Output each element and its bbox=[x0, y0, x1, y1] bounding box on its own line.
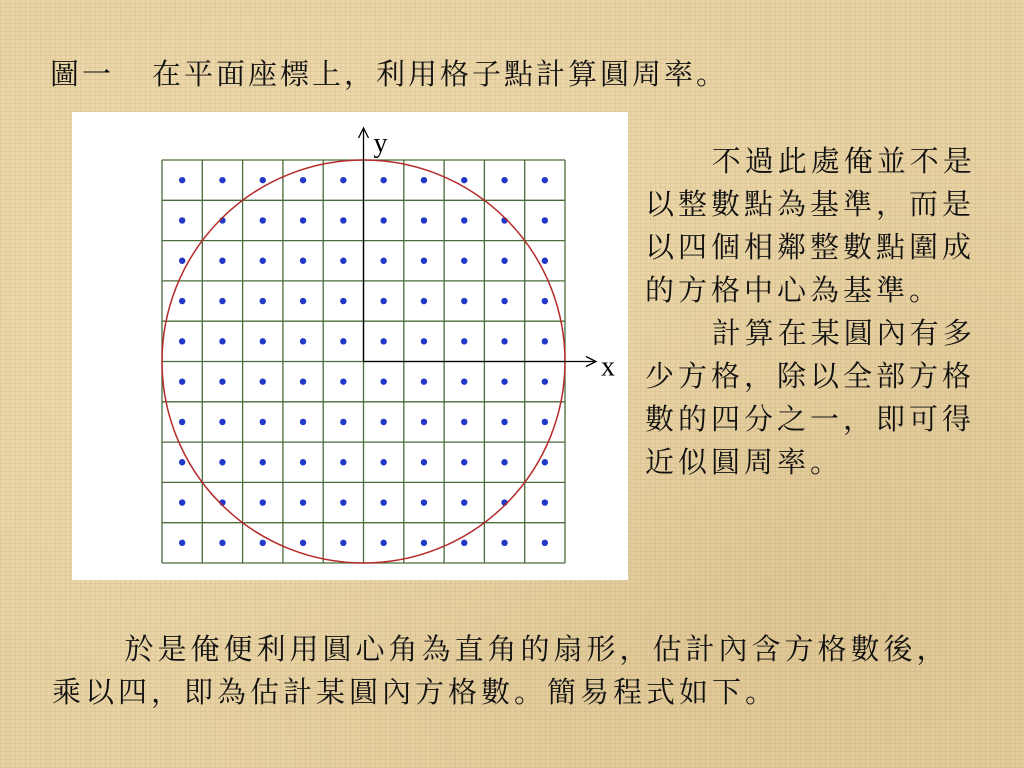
grid-dot bbox=[340, 217, 346, 223]
grid-dot bbox=[300, 419, 306, 425]
grid-dot bbox=[219, 298, 225, 304]
grid-dot bbox=[179, 378, 185, 384]
grid-dot bbox=[260, 298, 266, 304]
grid-dot bbox=[461, 217, 467, 223]
grid-dot bbox=[461, 177, 467, 183]
grid-dot bbox=[501, 540, 507, 546]
grid-dot bbox=[219, 459, 225, 465]
grid-dot bbox=[300, 459, 306, 465]
grid-dot bbox=[300, 258, 306, 264]
grid-dot bbox=[542, 499, 548, 505]
grid-dot bbox=[542, 419, 548, 425]
grid-dot bbox=[260, 177, 266, 183]
side-paragraph-2: 計算在某圓內有多少方格，除以全部方格數的四分之一，即可得近似圓周率。 bbox=[645, 316, 976, 479]
bottom-explanation bbox=[52, 628, 982, 714]
grid-dot bbox=[380, 419, 386, 425]
grid-dot bbox=[340, 419, 346, 425]
grid-dot bbox=[219, 540, 225, 546]
grid-dot bbox=[179, 258, 185, 264]
grid-dot bbox=[380, 177, 386, 183]
grid-dot bbox=[421, 258, 427, 264]
grid-dot bbox=[421, 499, 427, 505]
grid-dot bbox=[461, 298, 467, 304]
grid-dot bbox=[300, 499, 306, 505]
grid-dot bbox=[461, 499, 467, 505]
grid-dot bbox=[461, 419, 467, 425]
grid-dot bbox=[542, 338, 548, 344]
grid-dot bbox=[421, 177, 427, 183]
grid-dot bbox=[260, 459, 266, 465]
grid-dot bbox=[542, 298, 548, 304]
grid-dot bbox=[501, 419, 507, 425]
grid-dot bbox=[380, 338, 386, 344]
grid-dot bbox=[421, 419, 427, 425]
grid-dot bbox=[219, 177, 225, 183]
figure-label: 圖一 bbox=[50, 57, 115, 91]
grid-dot bbox=[219, 419, 225, 425]
figure-caption: 在平面座標上，利用格子點計算圓周率。 bbox=[152, 57, 729, 91]
grid-dot bbox=[300, 298, 306, 304]
grid-circle-diagram bbox=[72, 112, 628, 580]
grid-dot bbox=[179, 338, 185, 344]
grid-dot bbox=[421, 217, 427, 223]
grid-dot bbox=[380, 258, 386, 264]
grid-dot bbox=[421, 338, 427, 344]
grid-dot bbox=[340, 459, 346, 465]
slide-title bbox=[50, 52, 728, 93]
grid-dot bbox=[179, 540, 185, 546]
grid-dot bbox=[260, 378, 266, 384]
side-paragraph-1: 不過此處俺並不是以整數點為基準，而是以四個相鄰整數點圍成的方格中心為基準。 bbox=[645, 144, 976, 307]
grid-dot bbox=[380, 540, 386, 546]
grid-dot bbox=[421, 459, 427, 465]
grid-dot bbox=[501, 459, 507, 465]
grid-dot bbox=[219, 338, 225, 344]
grid-dot bbox=[501, 258, 507, 264]
grid-dot bbox=[380, 217, 386, 223]
grid-dot bbox=[461, 338, 467, 344]
side-explanation bbox=[645, 140, 980, 484]
grid-dot bbox=[179, 177, 185, 183]
grid-dot bbox=[179, 459, 185, 465]
grid-dot bbox=[260, 540, 266, 546]
grid-dot bbox=[501, 177, 507, 183]
grid-dot bbox=[380, 459, 386, 465]
grid-dot bbox=[340, 298, 346, 304]
grid-dot bbox=[461, 540, 467, 546]
grid-dot bbox=[380, 298, 386, 304]
grid-dot bbox=[260, 258, 266, 264]
grid-dot bbox=[461, 459, 467, 465]
grid-dot bbox=[340, 177, 346, 183]
bottom-paragraph: 於是俺便利用圓心角為直角的扇形，估計內含方格數後，乘以四，即為估計某圓內方格數。簡易程式如下。 bbox=[52, 632, 950, 709]
grid-dot bbox=[179, 499, 185, 505]
grid-dot bbox=[421, 540, 427, 546]
grid-dot bbox=[260, 499, 266, 505]
grid-dot bbox=[380, 499, 386, 505]
grid-dot bbox=[300, 217, 306, 223]
grid-dot bbox=[542, 378, 548, 384]
grid-dot bbox=[380, 378, 386, 384]
grid-dot bbox=[461, 378, 467, 384]
x-axis-label: x bbox=[601, 351, 615, 383]
grid-dot bbox=[260, 217, 266, 223]
grid-dot bbox=[260, 338, 266, 344]
grid-dot bbox=[219, 378, 225, 384]
grid-dot bbox=[542, 217, 548, 223]
grid-dot bbox=[179, 217, 185, 223]
y-axis-label: y bbox=[373, 128, 388, 159]
grid-dot bbox=[542, 177, 548, 183]
grid-dot bbox=[542, 459, 548, 465]
grid-dot bbox=[260, 419, 266, 425]
grid-dot bbox=[300, 338, 306, 344]
grid-dot bbox=[340, 258, 346, 264]
grid-dot bbox=[501, 298, 507, 304]
grid-dot bbox=[219, 258, 225, 264]
grid-dot bbox=[501, 338, 507, 344]
grid-dot bbox=[542, 258, 548, 264]
grid-dot bbox=[542, 540, 548, 546]
grid-dot bbox=[179, 298, 185, 304]
grid-dot bbox=[340, 499, 346, 505]
figure-panel bbox=[72, 112, 628, 580]
grid-dot bbox=[300, 177, 306, 183]
grid-dot bbox=[421, 378, 427, 384]
grid-dot bbox=[501, 378, 507, 384]
grid-dot bbox=[300, 378, 306, 384]
grid-dot bbox=[300, 540, 306, 546]
grid-dot bbox=[340, 540, 346, 546]
grid-dot bbox=[340, 338, 346, 344]
grid-dot bbox=[421, 298, 427, 304]
grid-dot bbox=[340, 378, 346, 384]
grid-dot bbox=[179, 419, 185, 425]
grid-dot bbox=[461, 258, 467, 264]
